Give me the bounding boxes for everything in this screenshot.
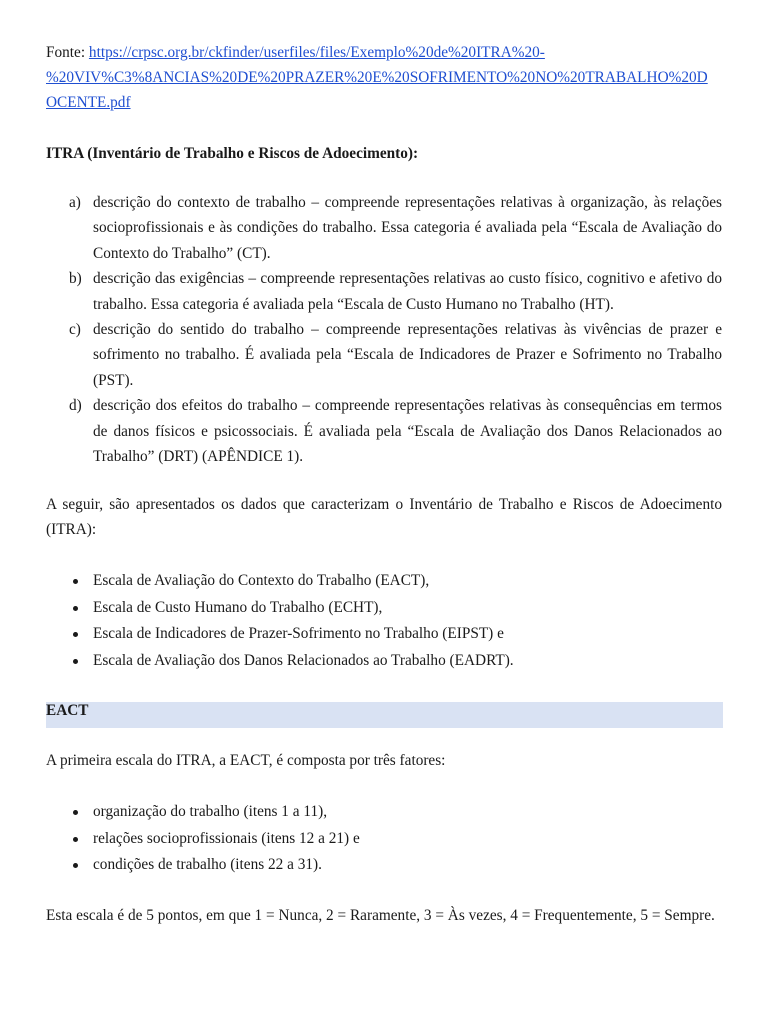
list-item-text: organização do trabalho (itens 1 a 11), <box>93 803 328 820</box>
list-item <box>46 595 722 622</box>
source-link-line-3: OCENTE.pdf <box>46 94 131 111</box>
source-label: Fonte: <box>46 44 89 61</box>
bullet-icon <box>73 863 78 868</box>
list-item-text: Escala de Avaliação dos Danos Relacionados ao Trabalho (EADRT). <box>93 652 514 670</box>
bullet-icon <box>73 632 78 637</box>
intro-paragraph: A seguir, são apresentados os dados que caracterizam o Inventário de Trabalho e Riscos de Adoecimento (ITRA): <box>46 496 722 539</box>
list-item <box>46 317 722 393</box>
list-item <box>46 393 722 469</box>
list-item-text: descrição do sentido do trabalho – compreende representações relativas às vivências de prazer e sofrimento no trabalho. É avaliada pela “Escala de Indicadores de Prazer e Sofrimento no Trabalho (PST). <box>93 321 722 389</box>
section-heading-bar <box>46 702 723 728</box>
bullet-icon <box>73 606 78 611</box>
list-item <box>46 568 722 595</box>
bullet-icon <box>73 837 78 842</box>
factors-list <box>46 799 722 879</box>
source-link[interactable] <box>46 44 736 115</box>
list-item <box>46 826 722 853</box>
list-item-text: descrição do contexto de trabalho – compreende representações relativas à organização, às relações socioprofissionais e às condições do trabalho. Essa categoria é avaliada pela “Escala de Avaliação do Contexto do Trabalho” (CT). <box>93 194 722 262</box>
list-item-text: Escala de Avaliação do Contexto do Trabalho (EACT), <box>93 572 430 589</box>
bullet-icon <box>73 659 78 664</box>
source-reference <box>46 40 736 115</box>
eact-intro-paragraph: A primeira escala do ITRA, a EACT, é composta por três fatores: <box>46 752 446 769</box>
list-item-text: descrição das exigências – compreende representações relativas ao custo físico, cognitivo e afetivo do trabalho. Essa categoria é avaliada pela “Escala de Custo Humano no Trabalho (HT). <box>93 270 722 313</box>
list-marker: a) <box>69 194 81 211</box>
list-item <box>46 799 722 826</box>
source-link-line-1: https://crpsc.org.br/ckfinder/userfiles/files/Exemplo%20de%20ITRA%20- <box>88 44 545 61</box>
source-link-line-2: %20VIV%C3%8ANCIAS%20DE%20PRAZER%20E%20SOFRIMENTO%20NO%20TRABALHO%20D <box>46 69 708 86</box>
list-item <box>46 621 722 648</box>
list-marker: b) <box>69 270 82 288</box>
section-title: EACT <box>46 702 89 719</box>
list-item <box>46 190 722 266</box>
list-item-text: Escala de Custo Humano do Trabalho (ECHT), <box>93 598 383 616</box>
scales-list <box>46 568 722 675</box>
list-item-text: condições de trabalho (itens 22 a 31). <box>93 856 322 874</box>
list-item <box>46 266 722 317</box>
bullet-icon <box>73 810 78 815</box>
itra-heading: ITRA (Inventário de Trabalho e Riscos de Adoecimento): <box>46 145 419 162</box>
list-item-text: Escala de Indicadores de Prazer-Sofrimento no Trabalho (EIPST) e <box>93 625 504 643</box>
list-item <box>46 852 722 879</box>
scale-note-paragraph: Esta escala é de 5 pontos, em que 1 = Nunca, 2 = Raramente, 3 = Às vezes, 4 = Frequentemente, 5 = Sempre. <box>46 907 715 924</box>
list-marker: c) <box>69 321 81 339</box>
list-item <box>46 648 722 675</box>
bullet-icon <box>73 579 78 584</box>
itra-description-list <box>46 190 722 469</box>
list-item-text: relações socioprofissionais (itens 12 a 21) e <box>93 829 360 847</box>
list-marker: d) <box>69 397 82 415</box>
list-item-text: descrição dos efeitos do trabalho – compreende representações relativas às consequências em termos de danos físicos e psicossociais. É avaliada pela “Escala de Avaliação dos Danos Relacionados ao Trabalho” (DRT) (APÊNDICE 1). <box>93 397 722 466</box>
